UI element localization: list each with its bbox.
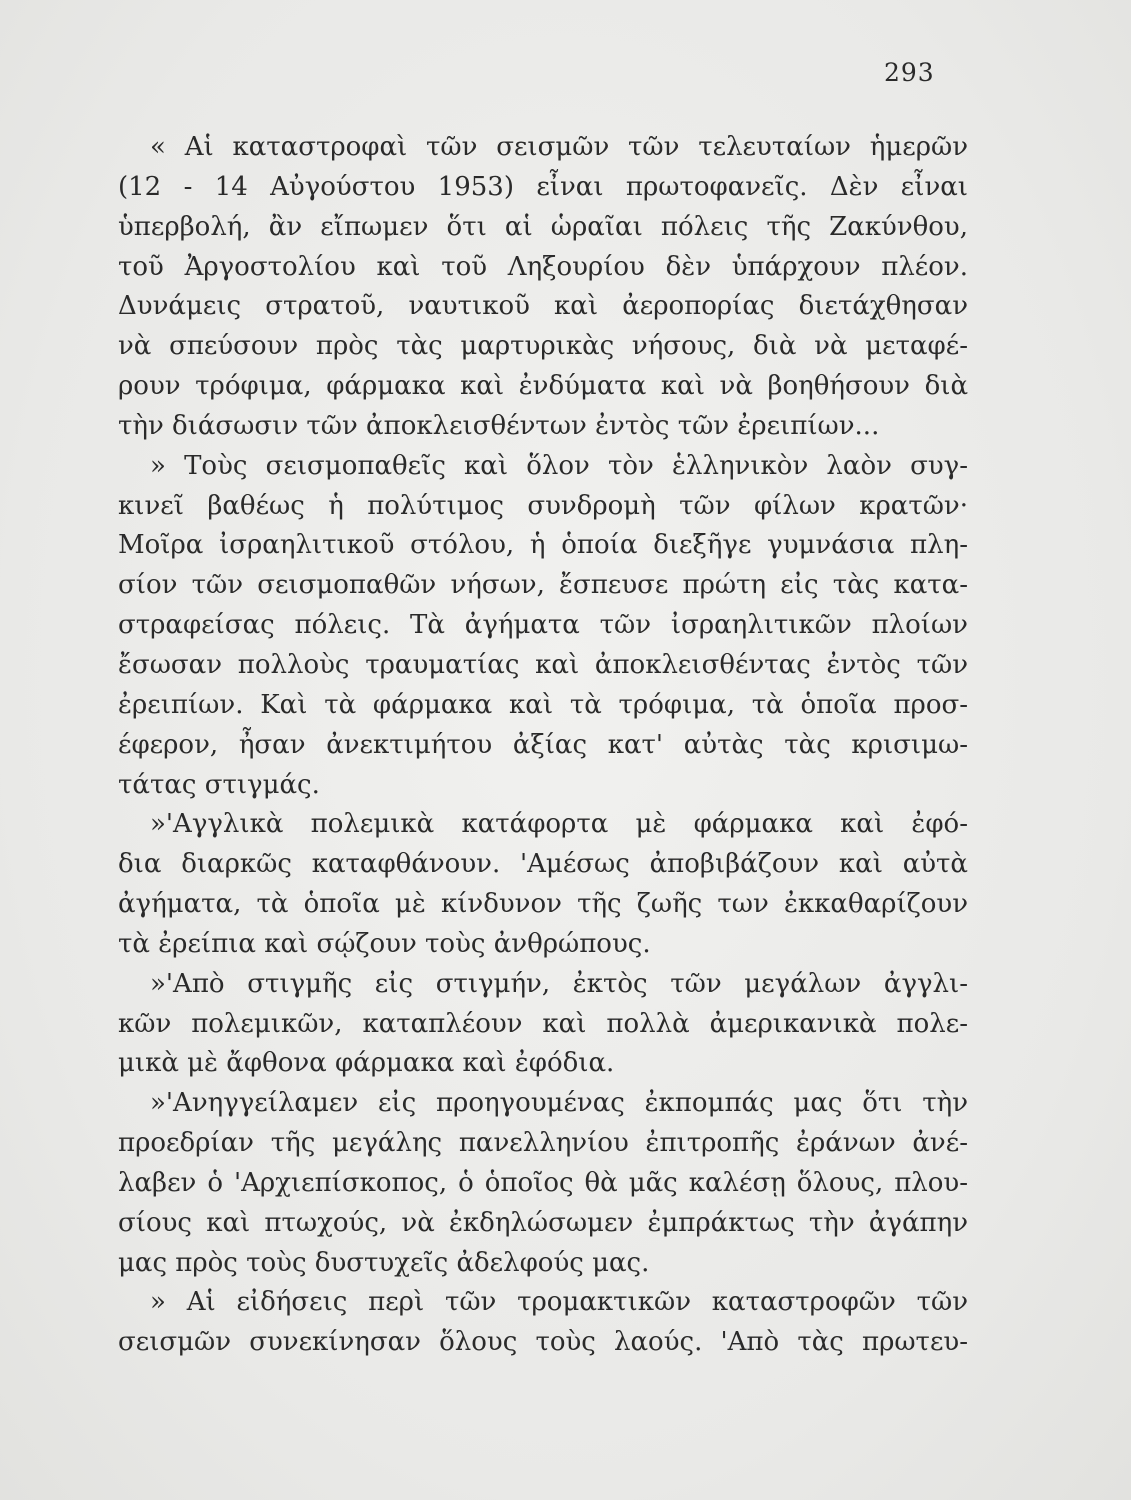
text-line: σίον τῶν σεισμοπαθῶν νήσων, ἔσπευσε πρώτη εἰς τὰς κατα-: [118, 570, 968, 601]
text-line: » Τοὺς σεισμοπαθεῖς καὶ ὅλον τὸν ἑλληνικὸν λαὸν συγ-: [150, 450, 968, 481]
text-line: ἐρειπίων. Καὶ τὰ φάρμακα καὶ τὰ τρόφιμα, τὰ ὁποῖα προσ-: [118, 689, 968, 720]
text-line: ἀγήματα, τὰ ὁποῖα μὲ κίνδυνον τῆς ζωῆς των ἐκκαθαρίζουν: [118, 889, 968, 920]
text-line: κῶν πολεμικῶν, καταπλέουν καὶ πολλὰ ἀμερικανικὰ πολε-: [118, 1008, 968, 1039]
text-line: προεδρίαν τῆς μεγάλης πανελληνίου ἐπιτροπῆς ἐράνων ἀνέ-: [118, 1128, 968, 1159]
page-number: 293: [884, 58, 935, 87]
text-line: μικὰ μὲ ἄφθονα φάρμακα καὶ ἐφόδια.: [118, 1048, 615, 1079]
text-line: »'Αγγλικὰ πολεμικὰ κατάφορτα μὲ φάρμακα καὶ ἐφό-: [150, 809, 968, 840]
text-line: τὴν διάσωσιν τῶν ἀποκλεισθέντων ἐντὸς τῶν ἐρειπίων...: [118, 410, 880, 441]
text-line: (12 - 14 Αὐγούστου 1953) εἶναι πρωτοφανεῖς. Δὲν εἶναι: [118, 171, 968, 202]
text-line: « Αἱ καταστροφαὶ τῶν σεισμῶν τῶν τελευταίων ἡμερῶν: [150, 132, 968, 162]
text-line: στραφείσας πόλεις. Τὰ ἀγήματα τῶν ἰσραηλιτικῶν πλοίων: [118, 610, 968, 641]
text-line: τοῦ Ἀργοστολίου καὶ τοῦ Ληξουρίου δὲν ὑπάρχουν πλέον.: [118, 251, 968, 282]
body-text: [118, 128, 968, 1363]
text-line: κινεῖ βαθέως ἡ πολύτιμος συνδρομὴ τῶν φίλων κρατῶν·: [118, 490, 968, 521]
text-line: ὑπερβολή, ἂν εἴπωμεν ὅτι αἱ ὡραῖαι πόλεις τῆς Ζακύνθου,: [118, 211, 968, 242]
text-line: Μοῖρα ἰσραηλιτικοῦ στόλου, ἡ ὁποία διεξῆγε γυμνάσια πλη-: [118, 530, 968, 561]
text-line: λαβεν ὁ 'Αρχιεπίσκοπος, ὁ ὁποῖος θὰ μᾶς καλέσῃ ὅλους, πλου-: [118, 1167, 968, 1198]
text-line: »'Απὸ στιγμῆς εἰς στιγμήν, ἐκτὸς τῶν μεγάλων ἀγγλι-: [150, 968, 968, 999]
text-line: τὰ ἐρείπια καὶ σῴζουν τοὺς ἀνθρώπους.: [118, 928, 651, 959]
text-line: έφερον, ἦσαν ἀνεκτιμήτου ἀξίας κατ' αὐτὰς τὰς κρισιμω-: [118, 729, 968, 760]
text-line: νὰ σπεύσουν πρὸς τὰς μαρτυρικὰς νήσους, διὰ νὰ μεταφέ-: [118, 331, 968, 362]
text-line: »'Ανηγγείλαμεν εἰς προηγουμένας ἐκπομπάς μας ὅτι τὴν: [150, 1088, 968, 1119]
text-line: δια διαρκῶς καταφθάνουν. 'Αμέσως ἀποβιβάζουν καὶ αὐτὰ: [118, 849, 968, 880]
text-line: τάτας στιγμάς.: [118, 769, 320, 800]
text-line: μας πρὸς τοὺς δυστυχεῖς ἀδελφούς μας.: [118, 1247, 650, 1278]
text-line: σίους καὶ πτωχούς, νὰ ἐκδηλώσωμεν ἐμπράκτως τὴν ἀγάπην: [118, 1207, 968, 1238]
text-line: ρουν τρόφιμα, φάρμακα καὶ ἐνδύματα καὶ νὰ βοηθήσουν διὰ: [118, 371, 968, 402]
text-line: Δυνάμεις στρατοῦ, ναυτικοῦ καὶ ἀεροπορίας διετάχθησαν: [118, 291, 968, 322]
text-line: ἔσωσαν πολλοὺς τραυματίας καὶ ἀποκλεισθέντας ἐντὸς τῶν: [118, 649, 968, 680]
text-line: σεισμῶν συνεκίνησαν ὅλους τοὺς λαούς. 'Απὸ τὰς πρωτευ-: [118, 1327, 968, 1358]
text-line: » Αἱ εἰδήσεις περὶ τῶν τρομακτικῶν καταστροφῶν τῶν: [150, 1287, 968, 1318]
